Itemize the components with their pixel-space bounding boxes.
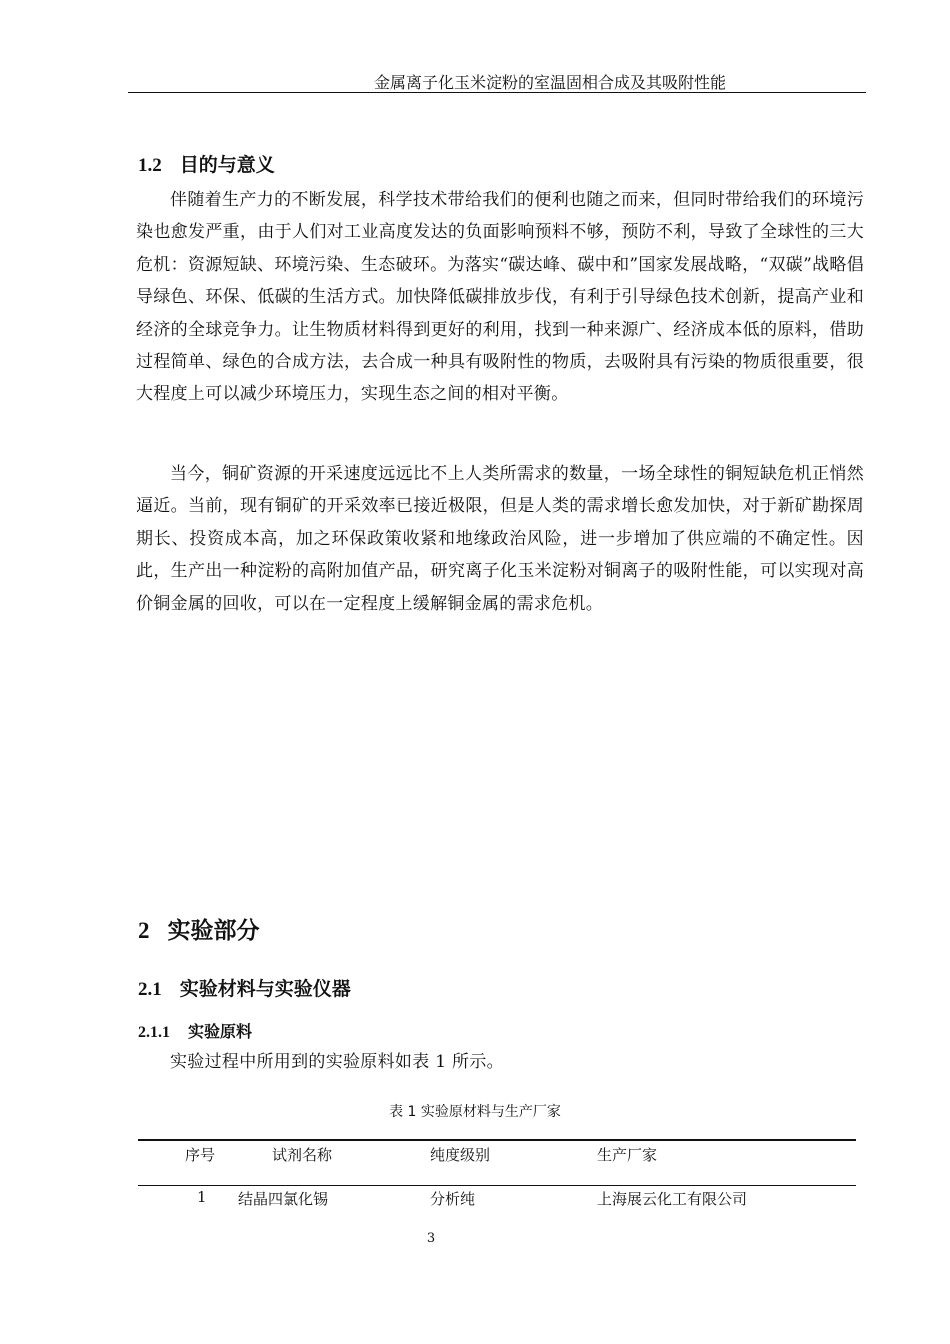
subsection-heading-2-1-1	[138, 1019, 252, 1042]
running-header: 金属离子化玉米淀粉的室温固相合成及其吸附性能	[373, 73, 726, 92]
chapter-title: 实验部分	[167, 918, 260, 944]
section-number: 1.2	[138, 155, 162, 176]
table-header-reagent: 试剂名称	[272, 1146, 333, 1164]
section-title: 实验材料与实验仪器	[179, 978, 351, 1000]
chapter-heading-2	[138, 912, 260, 945]
chapter-number: 2	[138, 918, 150, 943]
table-cell-reagent: 结晶四氯化锡	[238, 1190, 329, 1208]
table-header-index: 序号	[185, 1146, 216, 1164]
subsection-title: 实验原料	[188, 1022, 253, 1041]
section-heading-2-1	[138, 974, 351, 1001]
table-cell-manufacturer: 上海展云化工有限公司	[597, 1190, 748, 1208]
page-number: 3	[426, 1231, 436, 1246]
table-caption: 表 1 实验原材料与生产厂家	[389, 1104, 561, 1120]
table-top-rule	[138, 1139, 856, 1141]
header-rule	[128, 92, 866, 93]
table-header-rule	[138, 1185, 856, 1186]
section-heading-1-2	[138, 150, 275, 177]
paragraph-purpose: 伴随着生产力的不断发展，科学技术带给我们的便利也随之而来，但同时带给我们的环境污染也愈发严重，由于人们对工业高度发达的负面影响预料不够，预防不利，导致了全球性的三大危机：资源短缺、环境污染、生态破环。为落实“碳达峰、碳中和”国家发展战略，“双碳”战略倡导绿色、环保、低碳的生活方式。加快降低碳排放步伐，有利于引导绿色技术创新，提高产业和经济的全球竞争力。让生物质材料得到更好的利用，找到一种来源广、经济成本低的原料，借助过程简单、绿色的合成方法，去合成一种具有吸附性的物质，去吸附具有污染的物质很重要，很大程度上可以减少环境压力，实现生态之间的相对平衡。	[136, 190, 864, 405]
intro-text: 实验过程中所用到的实验原料如表 1 所示。	[170, 1052, 504, 1072]
table-cell-purity: 分析纯	[430, 1190, 476, 1208]
table-header-purity: 纯度级别	[430, 1146, 491, 1164]
section-number: 2.1	[138, 979, 162, 1000]
subsection-number: 2.1.1	[138, 1024, 170, 1041]
paragraph-copper: 当今，铜矿资源的开采速度远远比不上人类所需求的数量，一场全球性的铜短缺危机正悄然逼近。当前，现有铜矿的开采效率已接近极限，但是人类的需求增长愈发加快，对于新矿勘探周期长、投资成本高，加之环保政策收紧和地缘政治风险，进一步增加了供应端的不确定性。因此，生产出一种淀粉的高附加值产品，研究离子化玉米淀粉对铜离子的吸附性能，可以实现对高价铜金属的回收，可以在一定程度上缓解铜金属的需求危机。	[136, 464, 864, 614]
section-title: 目的与意义	[179, 154, 275, 176]
table-cell-index: 1	[197, 1188, 207, 1206]
table-header-manufacturer: 生产厂家	[597, 1146, 658, 1164]
